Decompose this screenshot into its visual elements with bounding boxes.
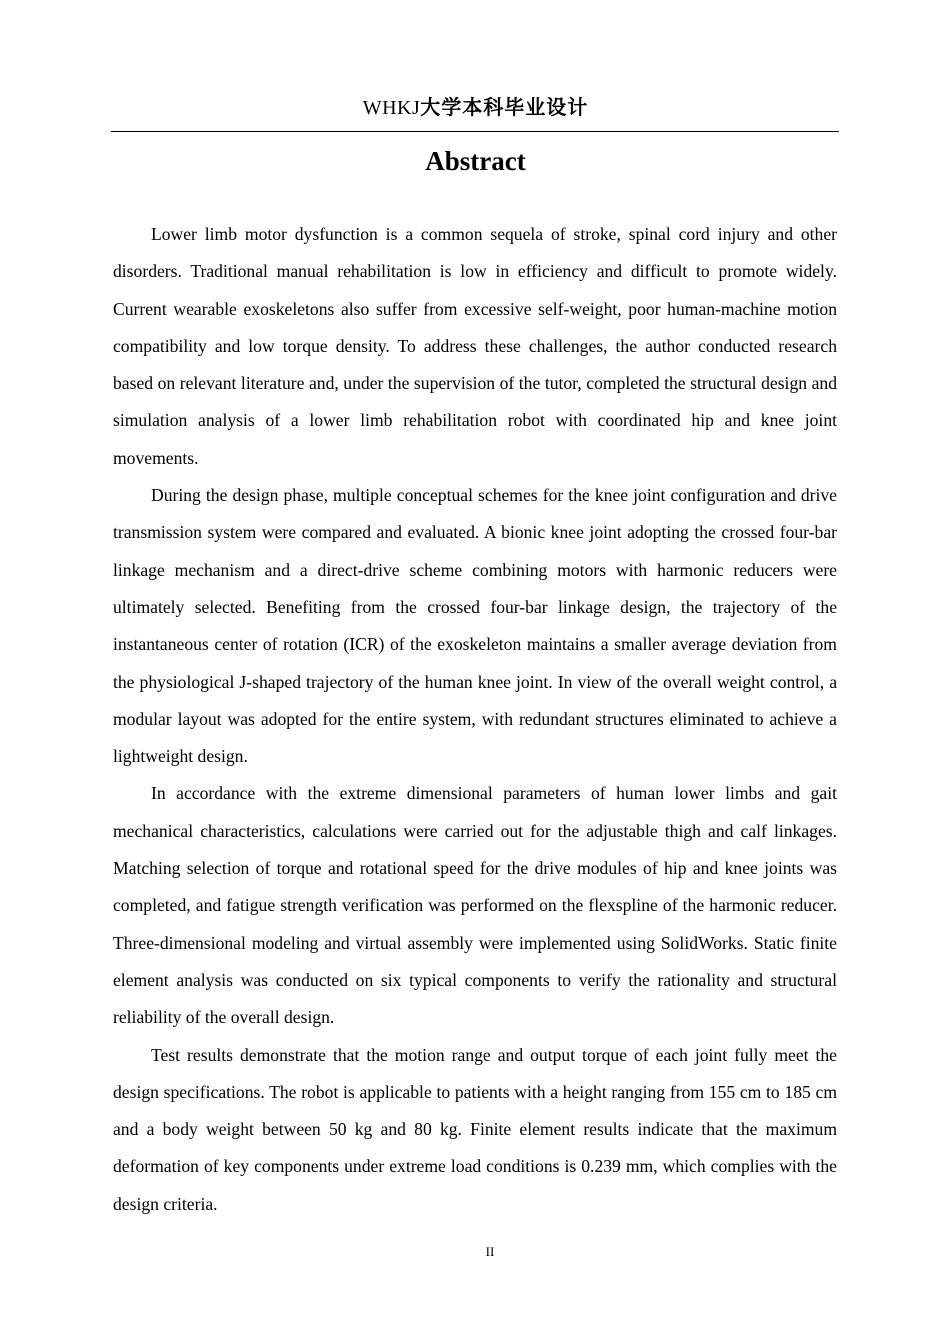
abstract-body <box>113 216 837 1223</box>
header-university-code: WHKJ <box>362 97 421 119</box>
page-title: Abstract <box>425 146 526 176</box>
page-number: II <box>485 1244 495 1259</box>
abstract-paragraph-3: In accordance with the extreme dimensional parameters of human lower limbs and gait mechanical characteristics, calculations were carried out for the adjustable thigh and calf linkages. Matching selection of torque and rotational speed for the drive modules of hip and knee joints was completed, and fatigue strength verification was performed on the flexspline of the harmonic reducer. Three-dimensional modeling and virtual assembly were implemented using SolidWorks. Static finite element analysis was conducted on six typical components to verify the rationality and structural reliability of the overall design. <box>113 783 837 1028</box>
abstract-paragraph-1: Lower limb motor dysfunction is a common sequela of stroke, spinal cord injury and other disorders. Traditional manual rehabilitation is low in efficiency and difficult to promote widely. Current wearable exoskeletons also suffer from excessive self-weight, poor human-machine motion compatibility and low torque density. To address these challenges, the author conducted research based on relevant literature and, under the supervision of the tutor, completed the structural design and simulation analysis of a lower limb rehabilitation robot with coordinated hip and knee joint movements. <box>113 224 837 468</box>
running-header <box>112 94 839 121</box>
header-thesis-type: 大学本科毕业设计 <box>420 95 589 119</box>
abstract-paragraph-4: Test results demonstrate that the motion range and output torque of each joint fully meet the design specifications. The robot is applicable to patients with a height ranging from 155 cm to 185 cm and a body weight between 50 kg and 80 kg. Finite element results indicate that the maximum deformation of key components under extreme load conditions is 0.239 mm, which complies with the design criteria. <box>113 1044 837 1214</box>
header-divider <box>111 131 839 132</box>
abstract-paragraph-2: During the design phase, multiple conceptual schemes for the knee joint configuration and drive transmission system were compared and evaluated. A bionic knee joint adopting the crossed four-bar linkage mechanism and a direct-drive scheme combining motors with harmonic reducers were ultimately selected. Benefiting from the crossed four-bar linkage design, the trajectory of the instantaneous center of rotation (ICR) of the exoskeleton maintains a smaller average deviation from the physiological J-shaped trajectory of the human knee joint. In view of the overall weight control, a modular layout was adopted for the entire system, with redundant structures eliminated to achieve a lightweight design. <box>113 485 837 767</box>
